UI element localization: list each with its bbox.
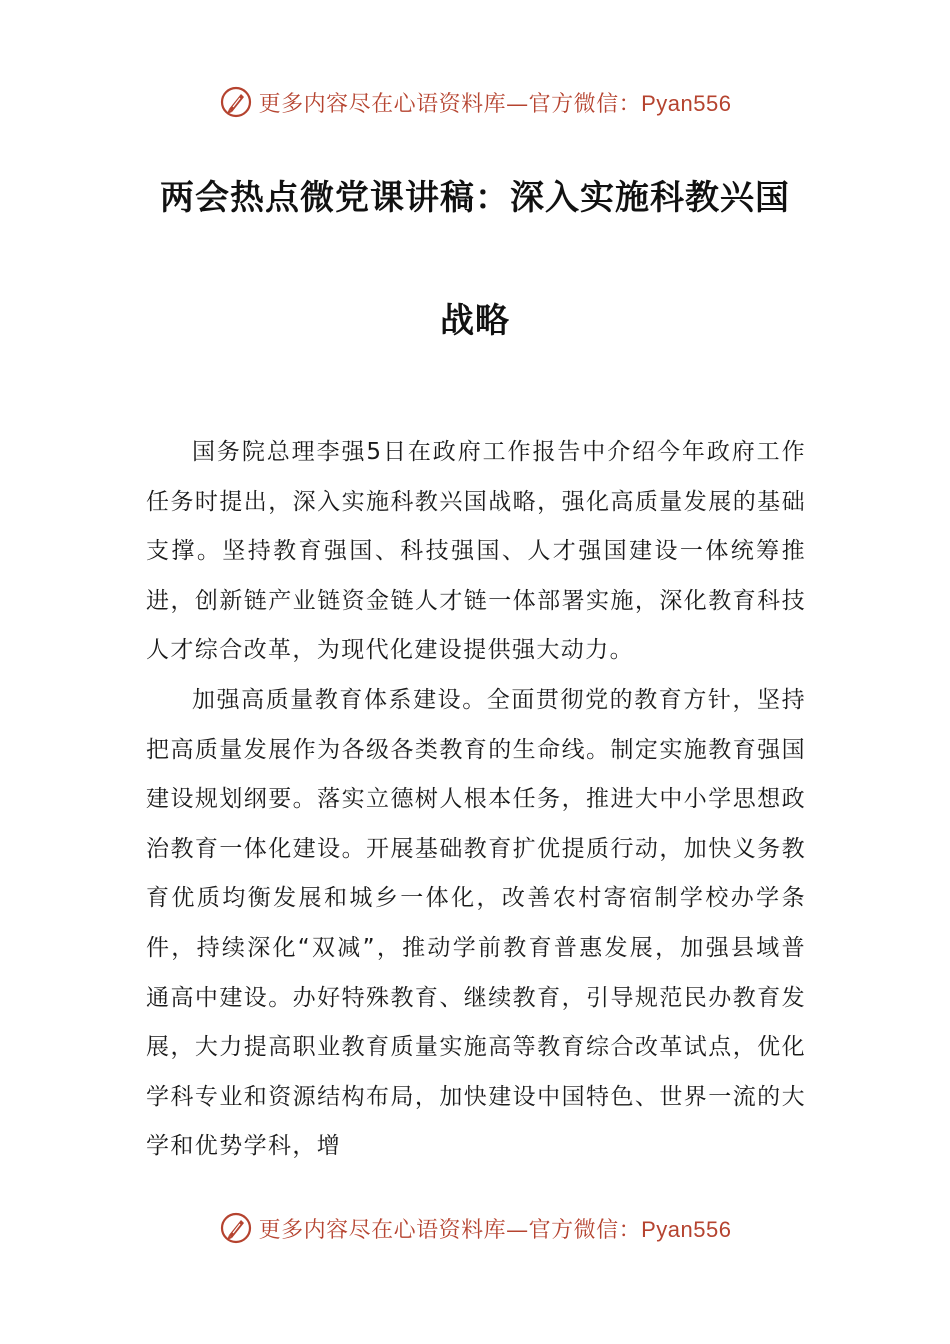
paragraph-1: 国务院总理李强5日在政府工作报告中介绍今年政府工作任务时提出，深入实施科教兴国战略，强化高质量发展的基础支撑。坚持教育强国、科技强国、人才强国建设一体统筹推进，创新链产业链资金链人才链一体部署实施，深化教育科技人才综合改革，为现代化建设提供强大动力。: [146, 439, 806, 664]
header-banner: [0, 82, 950, 122]
banner-wechat-id: Pyan556: [641, 1216, 732, 1242]
banner-text: [259, 1213, 732, 1244]
banner-text: [259, 87, 732, 118]
pen-nib-icon: [219, 1211, 253, 1245]
pen-nib-icon: [219, 85, 253, 119]
banner-label: 更多内容尽在心语资料库—官方微信：: [258, 1217, 642, 1243]
paragraph-2: 加强高质量教育体系建设。全面贯彻党的教育方针，坚持把高质量发展作为各级各类教育的生命线。制定实施教育强国建设规划纲要。落实立德树人根本任务，推进大中小学思想政治教育一体化建设。开展基础教育扩优提质行动，加快义务教育优质均衡发展和城乡一体化，改善农村寄宿制学校办学条件，持续深化“双减”，推动学前教育普惠发展，加强县域普通高中建设。办好特殊教育、继续教育，引导规范民办教育发展，大力提高职业教育质量实施高等教育综合改革试点，优化学科专业和资源结构布局，加快建设中国特色、世界一流的大学和优势学科，增: [146, 686, 806, 1160]
document-title-line-2: 战略: [440, 301, 510, 341]
document-title-line-1: 两会热点微党课讲稿：深入实施科教兴国: [160, 178, 790, 218]
banner-label: 更多内容尽在心语资料库—官方微信：: [258, 91, 642, 117]
banner-wechat-id: Pyan556: [641, 90, 732, 116]
document-body: [146, 428, 806, 1172]
footer-banner: [0, 1208, 950, 1248]
